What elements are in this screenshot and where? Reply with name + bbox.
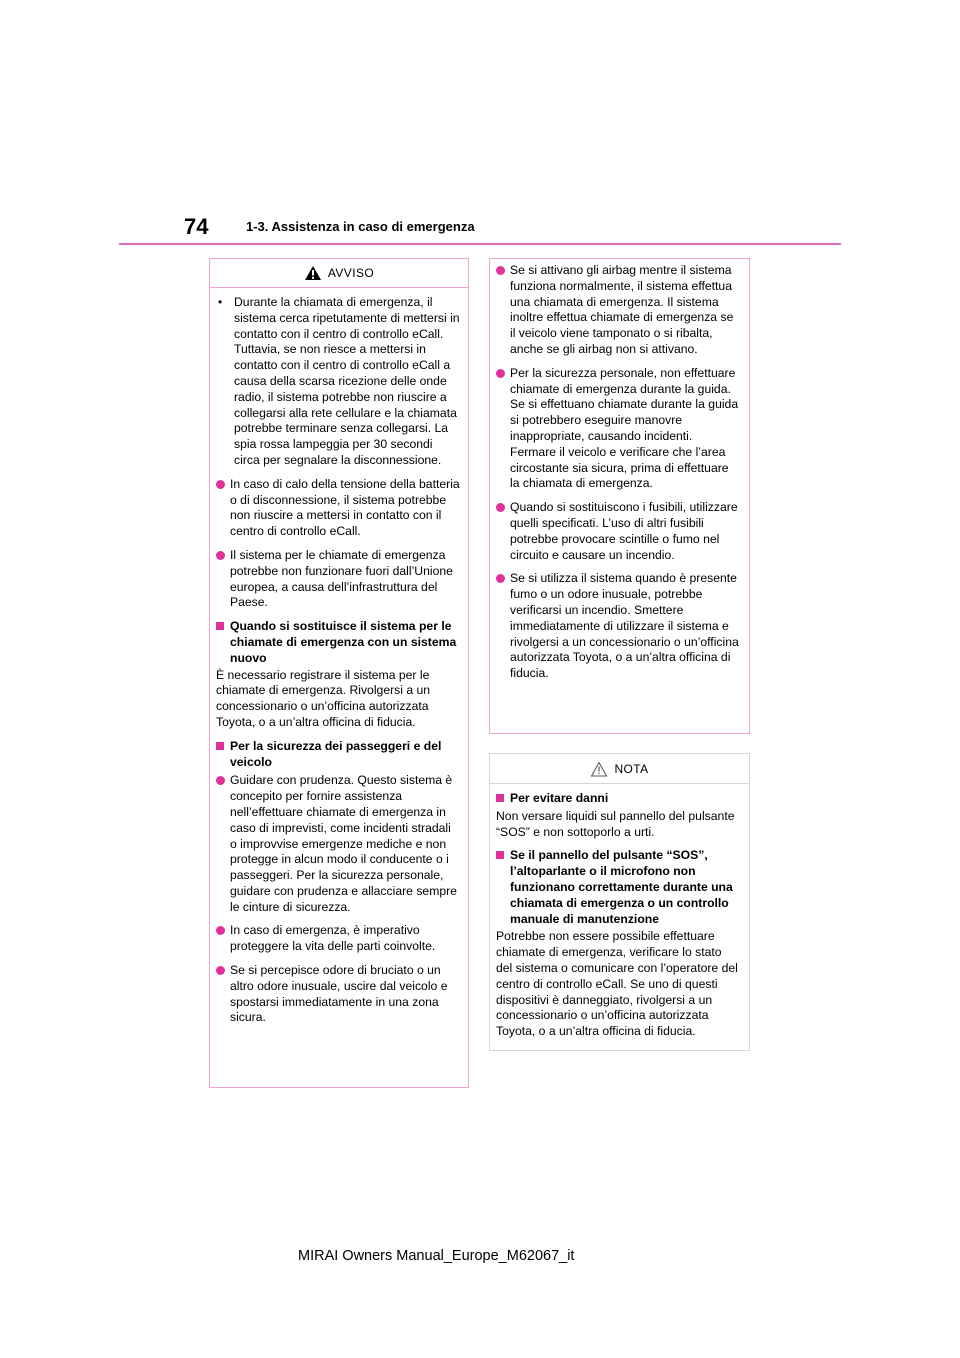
footer-text: MIRAI Owners Manual_Europe_M62067_it xyxy=(298,1248,575,1264)
list-item-text: Se si percepisce odore di bruciato o un altro odore inusuale, uscire dal veicolo e spostarsi immediatamente in una zona sicura. xyxy=(230,963,448,1025)
paragraph: È necessario registrare il sistema per le chiamate di emergenza. Rivolgersi a un concessionario o un’officina autorizzata Toyota, o a un’altra officina di fiducia. xyxy=(216,667,431,729)
warning-box-header xyxy=(210,259,468,288)
square-bullet-icon xyxy=(216,622,224,630)
list-item xyxy=(496,366,741,492)
list-item-text: Se si attivano gli airbag mentre il sistema funziona normalmente, il sistema effettua una chiamata di emergenza. Il sistema inoltre effettua chiamate di emergenza se il veicolo viene tamponato o si ribalta, anche se gli airbag non si attivano. xyxy=(510,263,734,356)
list-item xyxy=(496,263,741,358)
list-item xyxy=(496,500,741,563)
list-item-text: Se si utilizza il sistema quando è presente fumo o un odore inusuale, potrebbe verificarsi un incendio. Smettere immediatamente di utilizzare il sistema e rivolgersi a un concessionario o un’officina autorizzata Toyota, o a un’altra officina di fiducia. xyxy=(510,571,739,681)
note-box-header xyxy=(490,754,749,784)
page-number: 74 xyxy=(184,214,209,239)
circle-bullet-icon xyxy=(216,480,225,489)
paragraph: Non versare liquidi sul pannello del pulsante “SOS” e non sottoporlo a urti. xyxy=(496,808,735,839)
warning-box-continued xyxy=(489,258,750,734)
list-item-text: Durante la chiamata di emergenza, il sistema cerca ripetutamente di mettersi in contatto con il centro di controllo eCall. Tuttavia, se non riesce a mettersi in contatto con il centro di controllo eCall a causa della scarsa ricezione delle onde radio, il sistema potrebbe non riuscire a collegarsi alla rete cellulare e la chiamata potrebbe terminare senza collegarsi. La spia rossa lampeggia per 30 secondi circa per segnalare la disconnessione. xyxy=(234,295,460,467)
list-item-text: Quando si sostituiscono i fusibili, utilizzare quelli specificati. L’uso di altri fusibili potrebbe provocare scintille o fumo nel circuito e causare un incendio. xyxy=(510,500,738,562)
caution-triangle-outline-icon xyxy=(590,761,608,777)
circle-bullet-icon xyxy=(216,966,225,975)
circle-bullet-icon xyxy=(496,503,505,512)
heading-text: Per la sicurezza dei passeggeri e del veicolo xyxy=(230,738,442,769)
circle-bullet-icon xyxy=(216,776,225,785)
header-rule xyxy=(119,243,841,245)
list-item xyxy=(216,477,460,540)
list-item-text: Il sistema per le chiamate di emergenza potrebbe non funzionare fuori dall’Unione europea, a causa dell’infrastruttura del Paese. xyxy=(230,547,453,610)
list-item-text-part: Se si effettuano chiamate durante la guida si potrebbero eseguire manovre inappropriate, causando incidenti. Fermare il veicolo e verificare che l’area circostante sia sicura, prima di effettuare la chiamata di emergenza. xyxy=(510,397,739,491)
circle-bullet-icon xyxy=(216,551,225,560)
square-bullet-icon xyxy=(496,794,504,802)
list-item-text: In caso di emergenza, è imperativo proteggere la vita delle parti coinvolte. xyxy=(230,923,436,954)
subsection-heading xyxy=(496,848,741,928)
note-box xyxy=(489,753,750,1051)
subsection-heading xyxy=(496,791,741,808)
paragraph: Potrebbe non essere possibile effettuare chiamate di emergenza, verificare lo stato del sistema o comunicare con l’operatore del centro di controllo eCall. Se uno di questi dispositivi è danneggiato, rivolgersi a un concessionario o un’officina autorizzata Toyota, o a un’altra officina di fiducia. xyxy=(496,929,738,1039)
list-item xyxy=(216,548,460,611)
list-item-text xyxy=(510,366,741,492)
square-bullet-icon xyxy=(496,851,504,859)
warning-box xyxy=(209,258,469,1088)
warning-box-title: AVVISO xyxy=(327,266,375,280)
warning-triangle-icon xyxy=(304,265,322,281)
subsection-heading xyxy=(216,619,460,667)
subsection-heading xyxy=(216,739,460,772)
square-bullet-icon xyxy=(216,742,224,750)
list-item xyxy=(216,923,460,955)
list-item xyxy=(496,571,741,682)
circle-bullet-icon xyxy=(496,369,505,378)
heading-text: Quando si sostituisce il sistema per le chiamate di emergenza con un sistema nuovo xyxy=(230,619,457,665)
list-item xyxy=(216,963,460,1026)
circle-bullet-icon xyxy=(216,926,225,935)
heading-text: Se il pannello del pulsante “SOS”, l’altoparlante o il microfono non funzionano correttamente durante una chiamata di emergenza o un controllo manuale di manutenzione xyxy=(510,848,733,926)
note-box-title: NOTA xyxy=(614,761,649,776)
list-item-text-part: Per la sicurezza personale, non effettuare chiamate di emergenza durante la guida. xyxy=(510,365,736,396)
list-item xyxy=(216,295,460,469)
bullet-marker: • xyxy=(218,295,223,309)
heading-text: Per evitare danni xyxy=(510,791,609,805)
circle-bullet-icon xyxy=(496,574,505,583)
list-item-text: In caso di calo della tensione della batteria o di disconnessione, il sistema potrebbe non riuscire a mettersi in contatto con il centro di controllo eCall. xyxy=(230,476,460,539)
list-item xyxy=(216,773,460,915)
circle-bullet-icon xyxy=(496,266,505,275)
section-title: 1-3. Assistenza in caso di emergenza xyxy=(246,219,475,234)
list-item-text: Guidare con prudenza. Questo sistema è concepito per fornire assistenza nell’effettuare chiamate di emergenza in caso di imprevisti, come incidenti stradali o improvvise emergenze mediche e non protegge in alcun modo il conducente o i passeggeri. Per la sicurezza personale, guidare con prudenza e allacciare sempre le cinture di sicurezza. xyxy=(230,773,457,914)
